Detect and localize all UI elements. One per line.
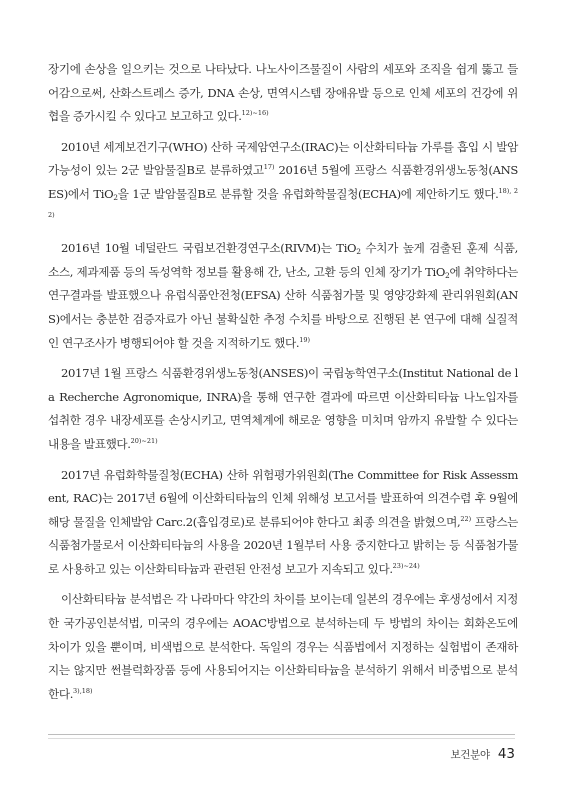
subscript: 2 — [356, 247, 361, 257]
paragraph-2-text: 2016년 5월에 프랑스 식품환경위생노동청(ANSES)에서 TiO — [48, 163, 518, 201]
citation-ref: 17) — [263, 163, 275, 172]
paragraph-5-text: 2017년 유럽화학물질청(ECHA) 산하 위험평가위원회(The Committee for Risk Assessment, RAC)는 2017년 6월에 이산화티타늄의 인체 위해성 보고서를 발표하여 의견수렴 후 9월에 해당 물질을 인체발암 Carc.2(흡입경로)로 분류되어야 한다고 최종 의견을 밝혔으며, — [48, 467, 518, 529]
paragraph-3 — [48, 237, 518, 355]
paragraph-1-text: 장기에 손상을 일으키는 것으로 나타났다. 나노사이즈물질이 사람의 세포와 조직을 쉽게 뚫고 들어감으로써, 산화스트레스 증가, DNA 손상, 면역시스템 장애유발 등으로 인체 세포의 건강에 위협을 증가시킬 수 있다고 보고하고 있다. — [48, 62, 518, 124]
subscript: 2 — [445, 270, 450, 280]
paragraph-3-text: 에 취약하다는 연구결과를 발표했으나 유럽식품안전청(EFSA) 산하 식품첨가물 및 영양강화제 관리위원회(ANS)에서는 충분한 검증자료가 아닌 불확실한 추정 수치를 바탕으로 진행된 본 연구에 대해 실질적인 연구조사가 병행되어야 할 것을 지적하기도 했다. — [48, 264, 519, 350]
paragraph-4-text: 2017년 1월 프랑스 식품환경위생노동청(ANSES)이 국립농학연구소(Institut National de la Recherche Agronomique, INRA)을 통해 연구한 결과에 따르면 이산화티타늄 나노입자를 섭취한 경우 내장세포를 손상시키고, 면역체계에 해로운 영향을 미치며 암까지 유발할 수 있다는 내용을 발표했다. — [48, 366, 518, 451]
paragraph-2-text: 2010년 세계보건기구(WHO) 산하 국제암연구소(IRAC)는 이산화티타늄 가루를 흡입 시 발암 가능성이 있는 2군 발암물질B로 분류하였고 — [48, 139, 518, 178]
paragraph-1 — [48, 58, 518, 129]
citation-ref: 12)~16) — [241, 109, 269, 118]
document-body — [48, 58, 518, 713]
citation-ref: 23)~24) — [392, 561, 420, 570]
paragraph-6 — [48, 588, 518, 706]
paragraph-5-text: 프랑스는 식품첨가물로서 이산화티타늄의 사용을 2020년 1월부터 사용 중지한다고 밝히는 등 식품첨가물로 사용하고 있는 이산화티타늄과 관련된 안전성 보고가 지속되고 있다. — [48, 514, 519, 576]
paragraph-3-text: 2016년 10월 네덜란드 국립보건환경연구소(RIVM)는 TiO — [61, 241, 357, 256]
page-footer — [450, 746, 515, 762]
paragraph-4 — [48, 362, 518, 456]
footer-divider-secondary — [48, 738, 515, 739]
footer-section-label: 보건분야 — [450, 749, 490, 761]
subscript: 2 — [113, 192, 118, 202]
paragraph-2-text: 을 1군 발암물질B로 분류할 것을 유럽화학물질청(ECHA)에 제안하기도 했다. — [117, 186, 499, 201]
footer-divider — [48, 734, 515, 735]
page-number: 43 — [497, 746, 515, 762]
paragraph-6-text: 이산화티타늄 분석법은 각 나라마다 약간의 차이를 보이는데 일본의 경우에는 후생성에서 지정한 국가공인분석법, 미국의 경우에는 AOAC방법으로 분석하는데 두 방법의 차이는 회화온도에 차이가 있을 뿐이며, 비색법으로 분석한다. 독일의 경우는 식품법에서 지정하는 실험법이 존재하지는 않지만 썬블럭화장품 등에 사용되어지는 이산화티타늄을 분석하기 위해서 비중법으로 분석한다. — [48, 592, 518, 701]
citation-ref: 3),18) — [73, 686, 93, 695]
paragraph-2 — [48, 136, 518, 230]
citation-ref: 19) — [299, 335, 311, 344]
citation-ref: 18), 22) — [48, 186, 518, 219]
paragraph-5 — [48, 464, 518, 582]
paragraph-3-text: 수치가 높게 검출된 훈제 식품, 소스, 제과제품 등의 독성역학 정보를 활용해 간, 난소, 고환 등의 인체 장기가 TiO — [48, 241, 518, 279]
citation-ref: 20)~21) — [130, 436, 158, 445]
citation-ref: 22) — [460, 514, 472, 523]
